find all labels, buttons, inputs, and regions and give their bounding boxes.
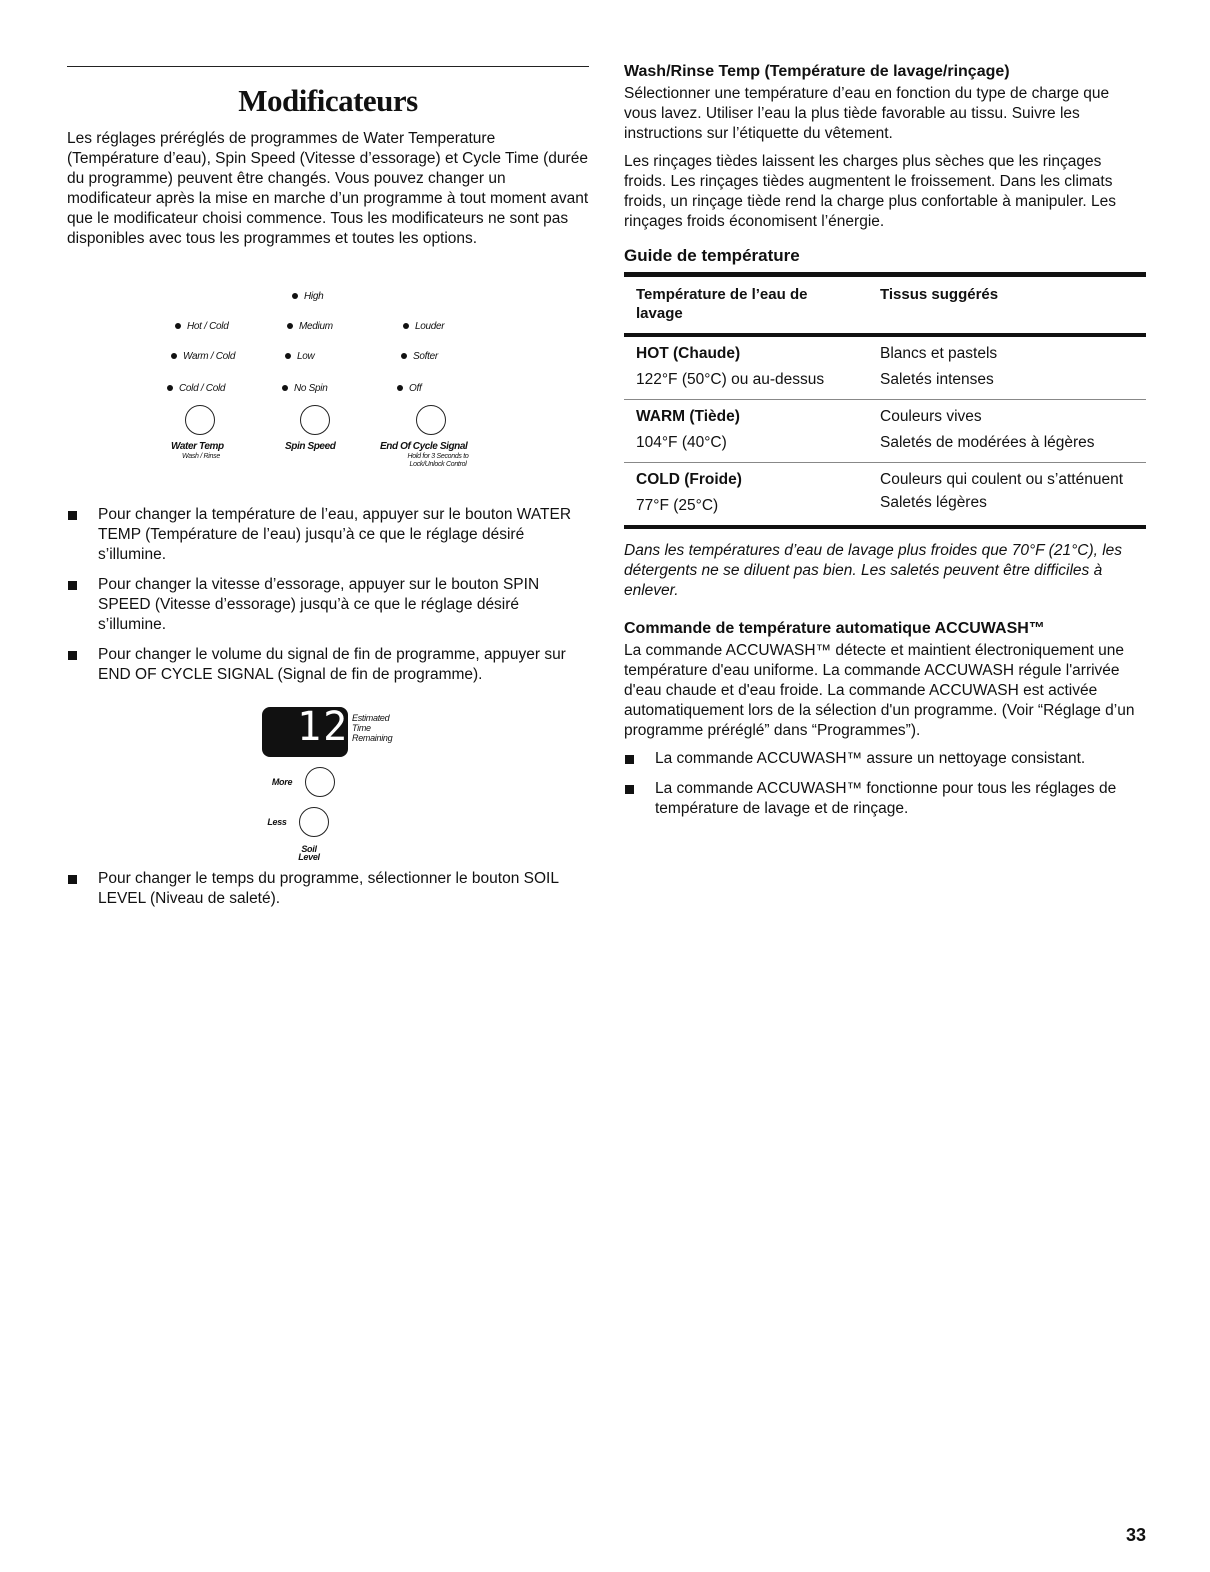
table-row xyxy=(624,337,1146,400)
indicator-dot-icon xyxy=(282,385,288,391)
bullet-list-2 xyxy=(67,869,589,909)
wash-rinse-paragraph-1: Sélectionner une température d’eau en fonction du type de charge que vous lavez. Utiliser l’eau la plus tiède favorable au tissu. Suivre les instructions sur l’étiquette du vêtement. xyxy=(624,85,1110,142)
soil-less-button[interactable] xyxy=(299,807,329,837)
fabric-type: Couleurs vives xyxy=(880,408,982,425)
water-temp-button[interactable] xyxy=(185,405,215,435)
intro-paragraph: Les réglages préréglés de programmes de Water Temperature (Température d’eau), Spin Speed (Vitesse d’essorage) et Cycle Time (durée du programme) peuvent être changés. Vous pouvez changer un modificateur après la mise en marche d’un programme à tout moment avant que le modificateur choisi commence. Tous les modificateurs ne sont pas disponibles avec tous les programmes et toutes les options. xyxy=(67,130,589,247)
temp-name: HOT (Chaude) xyxy=(636,345,741,362)
less-label: Less xyxy=(267,817,287,827)
water-option: Cold / Cold xyxy=(167,383,225,394)
spin-option: High xyxy=(292,291,323,302)
soil-type: Saletés de modérées à légères xyxy=(880,434,1095,451)
left-column xyxy=(67,66,589,919)
lock-control-note: Hold for 3 Seconds to Lock/Unlock Control xyxy=(407,453,469,468)
bullet-square-icon xyxy=(68,581,77,590)
accuwash-paragraph: La commande ACCUWASH™ détecte et maintient électroniquement une température d'eau uniforme. La commande ACCUWASH régule l'arrivée d'eau chaude et d'eau froide. La commande ACCUWASH est activée automatiquement lors de la sélection d'un programme. (Voir “Réglage d’un programme préréglé” dans “Programmes”). xyxy=(624,642,1135,739)
column-header-fabrics: Tissus suggérés xyxy=(868,275,1146,336)
control-panel-diagram xyxy=(67,257,589,497)
indicator-dot-icon xyxy=(167,385,173,391)
spin-speed-button[interactable] xyxy=(300,405,330,435)
spin-option: No Spin xyxy=(282,383,327,394)
more-label: More xyxy=(271,777,293,787)
end-of-cycle-signal-label: End Of Cycle Signal xyxy=(380,441,468,452)
column-header-temperature: Température de l’eau de lavage xyxy=(624,275,868,336)
bullet-square-icon xyxy=(68,511,77,520)
water-option: Hot / Cold xyxy=(175,321,228,332)
table-row xyxy=(624,400,1146,463)
section-title: Modificateurs xyxy=(238,83,418,118)
wash-rinse-heading: Wash/Rinse Temp (Température de lavage/rinçage) xyxy=(624,63,1010,80)
indicator-dot-icon xyxy=(171,353,177,359)
end-of-cycle-signal-button[interactable] xyxy=(416,405,446,435)
spin-speed-label: Spin Speed xyxy=(285,441,336,452)
soil-more-button[interactable] xyxy=(305,767,335,797)
signal-option: Softer xyxy=(401,351,438,362)
indicator-dot-icon xyxy=(285,353,291,359)
wash-rinse-paragraph-2: Les rinçages tièdes laissent les charges plus sèches que les rinçages froids. Les rinçages tièdes augmentent le froissement. Dans les climats froids, un rinçage tiède rend la charge plus confortable à manipuler. Les rinçages froids économisent l’énergie. xyxy=(624,153,1116,230)
signal-option: Louder xyxy=(403,321,444,332)
display-digits: 12 xyxy=(297,704,350,750)
temp-name: WARM (Tiède) xyxy=(636,408,740,425)
indicator-dot-icon xyxy=(401,353,407,359)
soil-type: Saletés intenses xyxy=(880,371,994,388)
indicator-dot-icon xyxy=(175,323,181,329)
temp-value: 122°F (50°C) ou au-dessus xyxy=(636,371,825,388)
soil-level-diagram xyxy=(67,695,589,865)
list-item: Pour changer la vitesse d’essorage, appuyer sur le bouton SPIN SPEED (Vitesse d’essorage) jusqu’à ce que le réglage désiré s’illumine. xyxy=(67,575,589,635)
fabric-type: Blancs et pastels xyxy=(880,345,998,362)
temperature-guide-table xyxy=(624,272,1146,529)
list-item: Pour changer la température de l’eau, appuyer sur le bouton WATER TEMP (Température de l’eau) jusqu’à ce que le réglage désiré s’illumine. xyxy=(67,505,589,565)
accuwash-bullet-list xyxy=(624,749,1146,819)
indicator-dot-icon xyxy=(397,385,403,391)
temp-value: 104°F (40°C) xyxy=(636,434,727,451)
temperature-guide-heading: Guide de température xyxy=(624,246,800,265)
indicator-dot-icon xyxy=(287,323,293,329)
water-option: Warm / Cold xyxy=(171,351,235,362)
right-column xyxy=(624,62,1146,829)
fabric-type: Couleurs qui coulent ou s’atténuent xyxy=(880,471,1123,488)
temp-name: COLD (Froide) xyxy=(636,471,742,488)
top-rule xyxy=(67,66,589,67)
spin-option: Medium xyxy=(287,321,333,332)
accuwash-heading: Commande de température automatique ACCUWASH™ xyxy=(624,620,1045,637)
temp-value: 77°F (25°C) xyxy=(636,497,719,514)
bullet-square-icon xyxy=(625,755,634,764)
soil-type: Saletés légères xyxy=(880,494,987,511)
bullet-square-icon xyxy=(68,651,77,660)
estimated-time-label: Estimated Time Remaining xyxy=(352,713,393,743)
page-number: 33 xyxy=(1125,1525,1146,1545)
soil-level-label: Soil Level xyxy=(298,844,320,862)
water-temp-label: Water Temp xyxy=(171,441,224,452)
bullet-square-icon xyxy=(68,875,77,884)
indicator-dot-icon xyxy=(403,323,409,329)
table-row xyxy=(624,463,1146,528)
bullet-list xyxy=(67,505,589,685)
list-item: La commande ACCUWASH™ fonctionne pour tous les réglages de température de lavage et de rinçage. xyxy=(624,779,1146,819)
list-item: Pour changer le volume du signal de fin de programme, appuyer sur END OF CYCLE SIGNAL (Signal de fin de programme). xyxy=(67,645,589,685)
list-item: Pour changer le temps du programme, sélectionner le bouton SOIL LEVEL (Niveau de saleté). xyxy=(67,869,589,909)
spin-option: Low xyxy=(285,351,314,362)
temperature-note: Dans les températures d’eau de lavage plus froides que 70°F (21°C), les détergents ne se diluent pas bien. Les saletés peuvent être difficiles à enlever. xyxy=(624,542,1123,599)
signal-option: Off xyxy=(397,383,421,394)
water-temp-sublabel: Wash / Rinse xyxy=(182,453,220,460)
list-item: La commande ACCUWASH™ assure un nettoyage consistant. xyxy=(624,749,1146,769)
bullet-square-icon xyxy=(625,785,634,794)
indicator-dot-icon xyxy=(292,293,298,299)
